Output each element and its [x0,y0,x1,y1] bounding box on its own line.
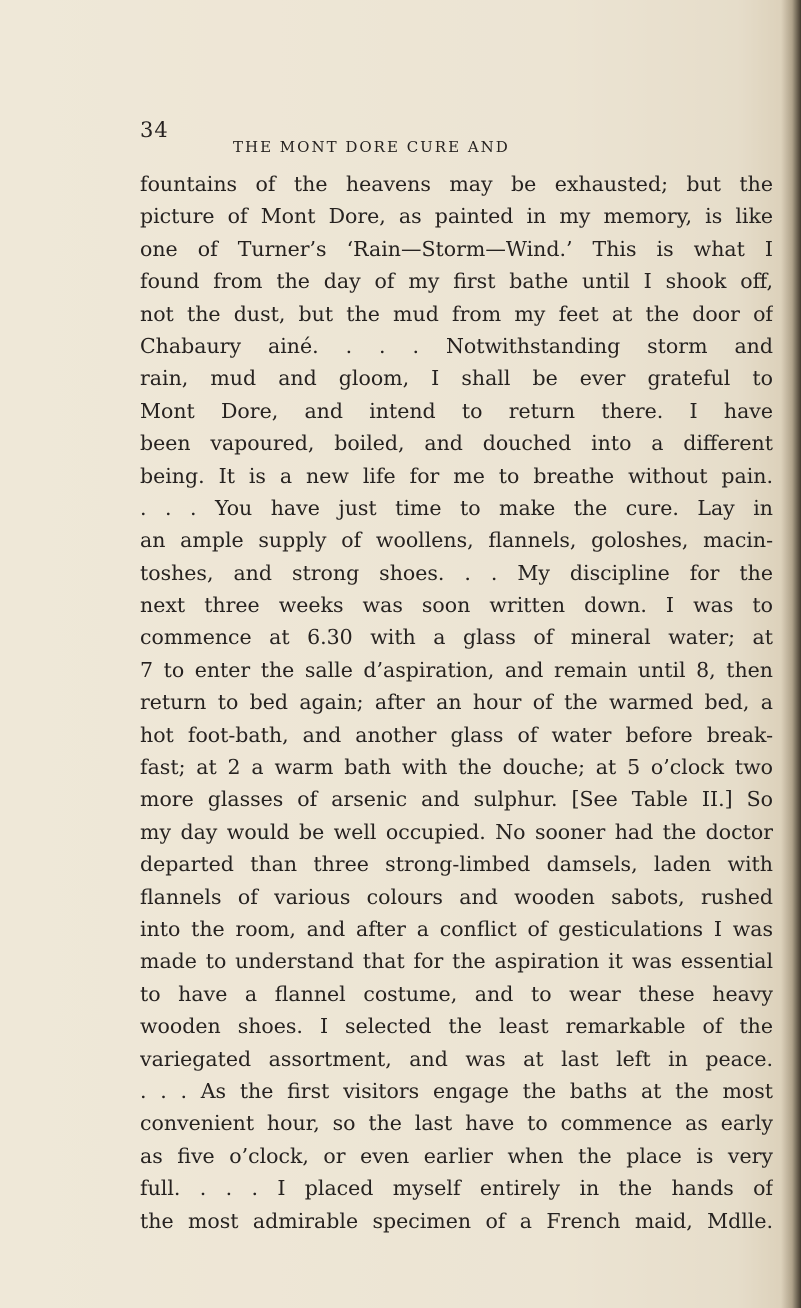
text-line: variegated assortment, and was at last left in peace. [140,1046,773,1071]
text-line: convenient hour, so the last have to commence as early [140,1111,773,1136]
body-text [140,168,773,1237]
text-line: not the dust, but the mud from my feet at the door of [140,301,773,326]
page-number: 34 [140,118,169,142]
text-line: wooden shoes. I selected the least remarkable of the [140,1014,773,1039]
text-line: more glasses of arsenic and sulphur. [See Table II.] So [140,787,773,812]
text-line: commence at 6.30 with a glass of mineral water; at [140,625,773,650]
text-line: toshes, and strong shoes. . . My discipline for the [140,560,773,585]
text-line: hot foot-bath, and another glass of water before break- [140,722,773,747]
text-line: found from the day of my first bathe until I shook off, [140,269,773,294]
text-line: made to understand that for the aspiration it was essential [140,949,773,974]
text-line: one of Turner’s ‘Rain—Storm—Wind.’ This is what I [140,236,773,261]
text-line: fountains of the heavens may be exhausted; but the [140,172,773,196]
text-line: 7 to enter the salle d’aspiration, and remain until 8, then [140,657,773,682]
text-line: my day would be well occupied. No sooner had the doctor [140,819,773,844]
text-line: Chabaury ainé. . . . Notwithstanding storm and [140,333,773,358]
text-line: . . . You have just time to make the cure. Lay in [140,495,773,520]
text-line: into the room, and after a conflict of gesticulations I was [140,916,773,941]
page-header [140,118,740,158]
text-line: an ample supply of woollens, flannels, goloshes, macin- [140,528,773,553]
text-line: flannels of various colours and wooden sabots, rushed [140,884,773,909]
text-line: the most admirable specimen of a French maid, Mdlle. [140,1208,773,1233]
page-edge-shadow [781,0,801,1308]
text-line: been vapoured, boiled, and douched into a different [140,431,773,456]
text-line: rain, mud and gloom, I shall be ever grateful to [140,366,773,391]
text-line: Mont Dore, and intend to return there. I have [140,398,773,423]
text-line: as five o’clock, or even earlier when the place is very [140,1143,773,1168]
running-title: THE MONT DORE CURE AND [233,138,510,156]
text-line: next three weeks was soon written down. I was to [140,593,773,618]
text-line: to have a flannel costume, and to wear these heavy [140,981,773,1006]
text-line: picture of Mont Dore, as painted in my memory, is like [140,204,773,229]
text-line: . . . As the first visitors engage the baths at the most [140,1078,773,1103]
text-line: being. It is a new life for me to breathe without pain. [140,463,773,488]
text-line: fast; at 2 a warm bath with the douche; at 5 o’clock two [140,755,773,780]
text-line: departed than three strong-limbed damsels, laden with [140,852,773,877]
text-line: return to bed again; after an hour of the warmed bed, a [140,690,773,715]
text-line: full. . . . I placed myself entirely in the hands of [140,1176,773,1201]
